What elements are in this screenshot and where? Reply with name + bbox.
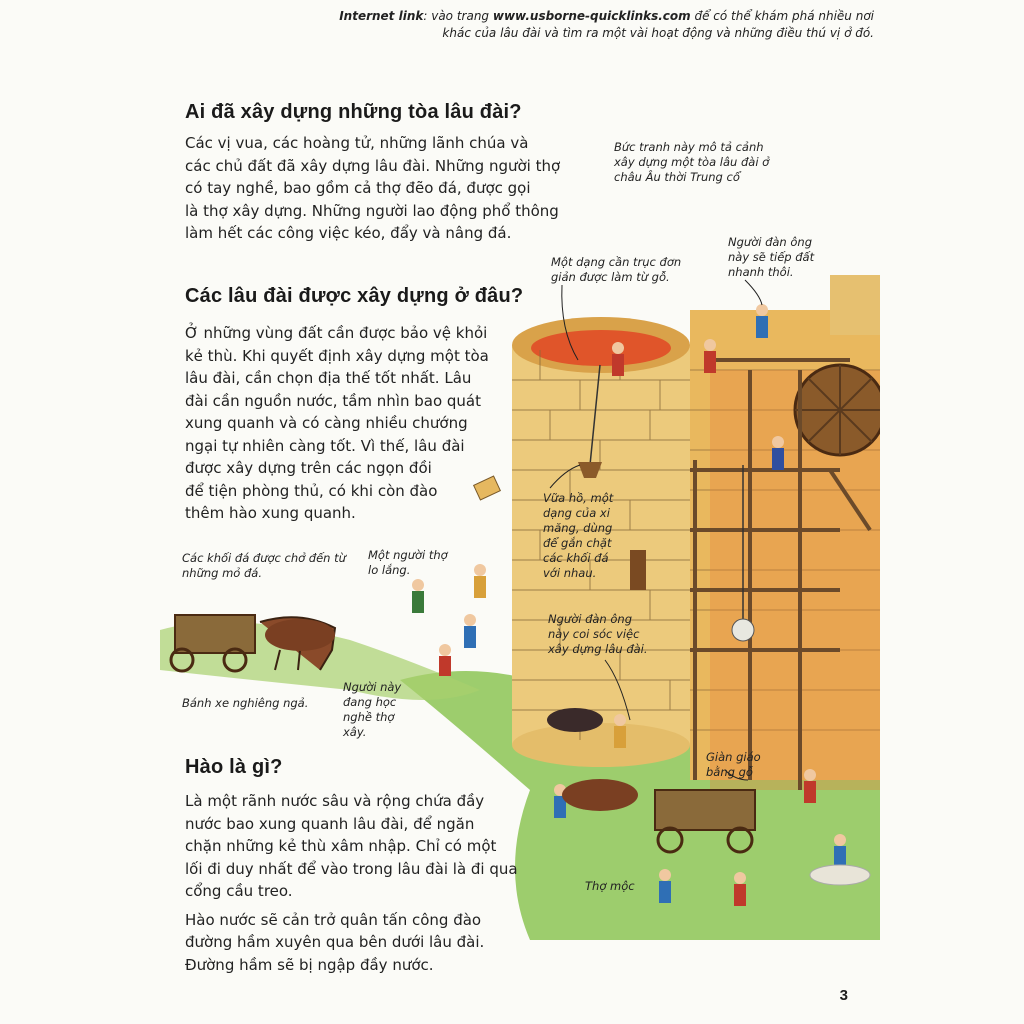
treadwheel-crane [795, 365, 880, 455]
caption-stones: Các khối đá được chở đến từ những mỏ đá. [182, 551, 346, 580]
castle-wall [690, 275, 880, 790]
stone-pile [810, 865, 870, 885]
page-number: 3 [839, 987, 848, 1004]
internet-link-url[interactable]: www.usborne-quicklinks.com [492, 9, 691, 23]
heading-who-built: Ai đã xây dựng những tòa lâu đài? [185, 101, 522, 123]
caption-worried-worker: Một người thợ lo lắng. [368, 548, 448, 577]
heading-where-built: Các lâu đài được xây dựng ở đâu? [185, 285, 524, 307]
caption-scaffold: Giàn giáo bằng gỗ [706, 750, 761, 779]
paragraph-where-built: Ở những vùng đất cần được bảo vệ khỏi kẻ thù. Khi quyết định xây dựng một tòa lâu đài, cần chọn địa thế tốt nhất. Lâu đài cần nguồn nước, tầm nhìn bao quát xung quanh và có càng nhiều chướng ngại tự nhiên càng tốt. Vì thế, lâu đài được xây dựng trên các ngọn đồi để tiện phòng thủ, có khi còn đào thêm hào xung quanh. [185, 324, 489, 522]
heading-moat: Hào là gì? [185, 756, 283, 778]
caption-mortar: Vữa hồ, một dạng của xi măng, dùng để gắn chặt các khối đá với nhau. [543, 491, 614, 580]
caption-man-landing: Người đàn ông này sẽ tiếp đất nhanh thôi. [728, 235, 815, 279]
paragraph-moat: Là một rãnh nước sâu và rộng chứa đầy nước bao xung quanh lâu đài, để ngăn chặn những kẻ thù xâm nhập. Chỉ có một lối đi duy nhất để vào trong lâu đài là đi qua cổng cầu treo. Hào nước sẽ cản trở quân tấn công đào đường hầm xuyên qua bên dưới lâu đài. Đường hầm sẽ bị ngập đầy nước. [185, 792, 518, 974]
internet-link-note: Internet link: vào trang www.usborne-quicklinks.com để có thể khám phá nhiều nơi khác của lâu đài và tìm ra một vài hoạt động và những điều thú vị ở đó. [339, 9, 874, 40]
caption-painting: Bức tranh này mô tả cảnh xây dựng một tòa lâu đài ở châu Âu thời Trung cổ [614, 140, 770, 184]
caption-apprentice: Người này đang học nghề thợ xây. [343, 680, 402, 739]
internet-link-label: Internet link [339, 9, 424, 23]
caption-wheel: Bánh xe nghiêng ngả. [182, 696, 309, 710]
paragraph-who-built: Các vị vua, các hoàng tử, những lãnh chúa và các chủ đất đã xây dựng lâu đài. Những người thợ có tay nghề, bao gồm cả thợ đẽo đá, được gọi là thợ xây dựng. Những người lao động phổ thông làm hết các công việc kéo, đẩy và nâng đá. [185, 134, 561, 242]
caption-crane: Một dạng cần trục đơn giản được làm từ gỗ. [551, 255, 682, 284]
caption-carpenter: Thợ mộc [585, 879, 635, 893]
caption-supervisor: Người đàn ông này coi sóc việc xây dựng lâu đài. [548, 612, 648, 656]
